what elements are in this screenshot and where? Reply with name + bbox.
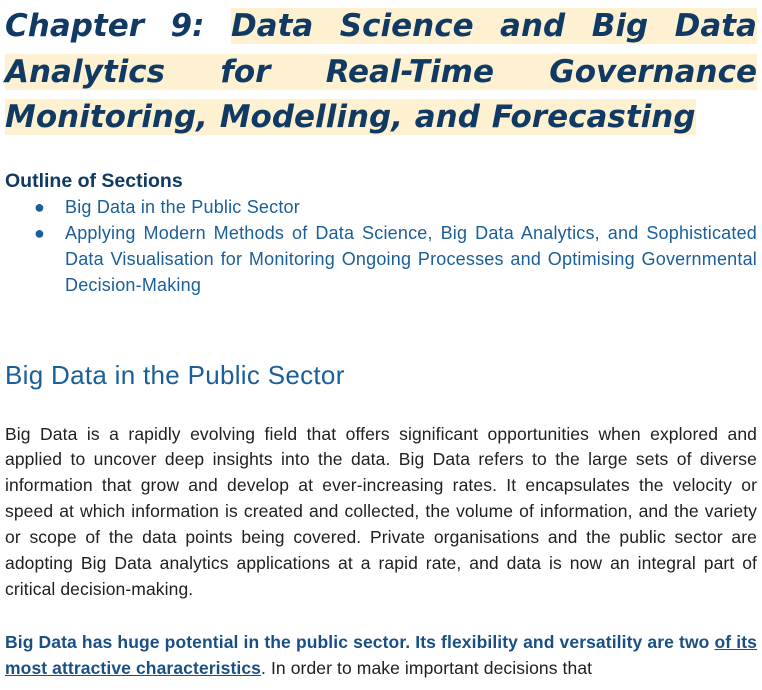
outline-item-big-data-public-sector[interactable] (34, 194, 757, 220)
chapter-title-text: Data Science and Big Data Analytics for Real-Time Governance Monitoring, Modelling, and Forecasting (5, 8, 757, 135)
emphasis-text: Big Data has huge potential in the public sector. Its flexibility and versatility are two (5, 631, 715, 652)
body-paragraph-1: Big Data is a rapidly evolving field that offers significant opportunities when explored and applied to uncover deep insights into the data. Big Data refers to the large sets of diverse information that grow and develop at ever-increasing rates. It encapsulates the velocity or speed at which information is created and collected, the volume of information, and the variety or scope of the data points being covered. Private organisations and the public sector are adopting Big Data analytics applications at a rapid rate, and data is now an integral part of critical decision-making. (5, 423, 757, 599)
chapter-title (5, 0, 757, 141)
outline-list (5, 194, 757, 298)
chapter-prefix: Chapter 9: (5, 8, 231, 44)
outline-item-label: Applying Modern Methods of Data Science, Big Data Analytics, and Sophisticated Data Visualisation for Monitoring Ongoing Processes and Optimising Governmental Decision-Making (65, 222, 757, 295)
bullet-icon: ● (34, 196, 46, 217)
outline-item-label: Big Data in the Public Sector (65, 196, 300, 217)
paragraph-continuation: . In order to make important decisions that (261, 657, 593, 678)
emphasis-underlined-text: of its most attractive characteristics (5, 631, 757, 678)
outline-item-applying-modern-methods[interactable] (34, 220, 757, 298)
body-paragraph-2 (5, 629, 757, 681)
outline-heading: Outline of Sections (5, 169, 183, 192)
bullet-icon: ● (34, 222, 46, 243)
section-heading: Big Data in the Public Sector (5, 359, 345, 390)
document-page (5, 0, 757, 681)
